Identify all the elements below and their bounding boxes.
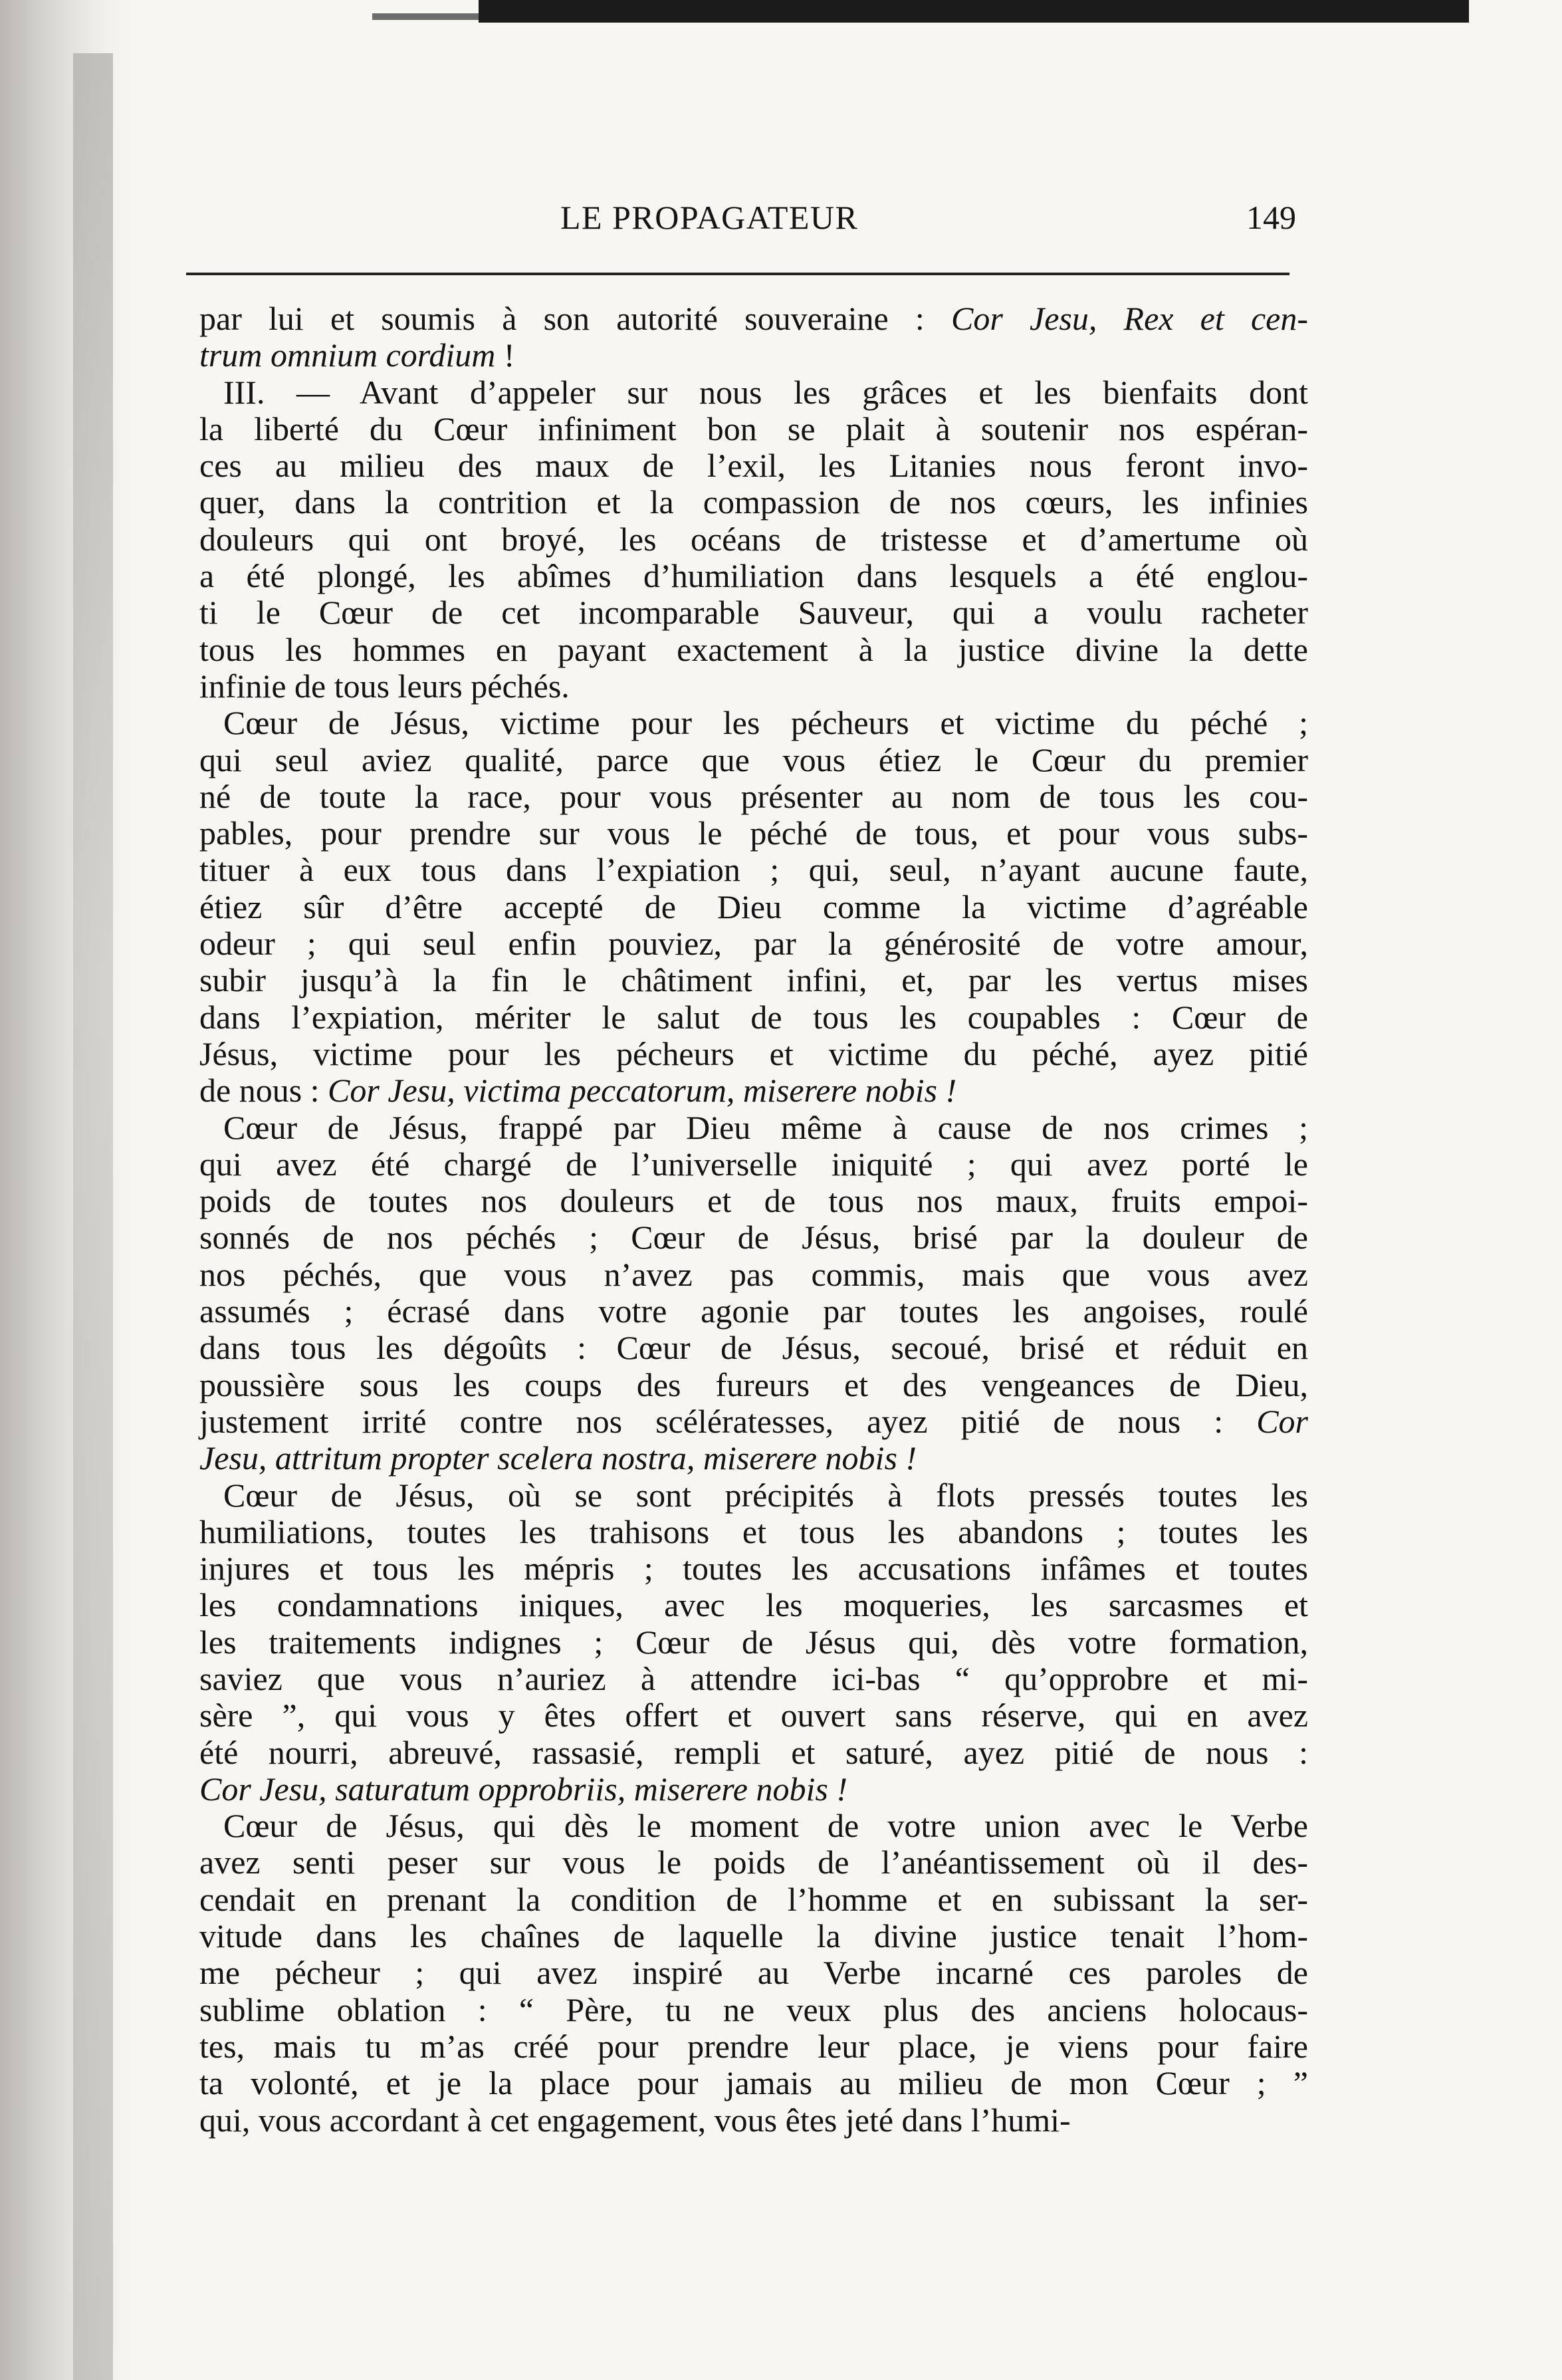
- text-segment: tes, mais tu m’as créé pour prendre leur place, je viens pour faire: [199, 2027, 1308, 2065]
- text-line: [199, 1403, 1308, 1440]
- text-segment: ta volonté, et je la place pour jamais au milieu de mon Cœur ; ”: [199, 2064, 1308, 2102]
- text-line: [199, 300, 1308, 337]
- text-segment: les traitements indignes ; Cœur de Jésus qui, dès votre formation,: [199, 1623, 1308, 1661]
- text-line: [199, 1844, 1308, 1881]
- text-line: [199, 778, 1308, 815]
- text-line: [199, 1256, 1308, 1293]
- text-line: [199, 1036, 1308, 1072]
- text-segment: sonnés de nos péchés ; Cœur de Jésus, brisé par la douleur de: [199, 1219, 1308, 1256]
- text-line: [199, 925, 1308, 962]
- text-line: [199, 1072, 1308, 1109]
- text-line: [199, 411, 1308, 447]
- text-line: [199, 374, 1308, 411]
- text-line: [199, 1146, 1308, 1183]
- text-segment: tituer à eux tous dans l’expiation ; qui, seul, n’ayant aucune faute,: [199, 851, 1308, 889]
- page-number: 149: [1246, 199, 1296, 236]
- text-line: [199, 1367, 1308, 1403]
- text-segment: odeur ; qui seul enfin pouviez, par la générosité de votre amour,: [199, 925, 1308, 963]
- text-segment: la liberté du Cœur infiniment bon se plait à soutenir nos espéran-: [199, 410, 1308, 447]
- text-line: [199, 1992, 1308, 2028]
- text-segment: Jésus, victime pour les pécheurs et victime du péché, ayez pitié: [199, 1034, 1308, 1072]
- text-line: [199, 1110, 1308, 1146]
- text-line: [199, 594, 1308, 631]
- text-line: [199, 1514, 1308, 1550]
- text-segment: subir jusqu’à la fin le châtiment infini, et, par les vertus mises: [199, 961, 1308, 999]
- text-segment: vitude dans les chaînes de laquelle la divine justice tenait l’hom-: [199, 1917, 1308, 1955]
- text-line: [199, 705, 1308, 741]
- text-segment: qui, vous accordant à cet engagement, vous êtes jeté dans l’humi-: [199, 2101, 1071, 2139]
- text-segment: étiez sûr d’être accepté de Dieu comme la victime d’agréable: [199, 888, 1308, 925]
- text-segment: !: [495, 336, 515, 374]
- text-line: [199, 1219, 1308, 1256]
- text-segment: dans l’expiation, mériter le salut de tous les coupables : Cœur de: [199, 998, 1308, 1036]
- text-segment: de nous :: [199, 1072, 328, 1110]
- text-line: [199, 815, 1308, 852]
- text-segment: justement irrité contre nos scélératesses, ayez pitié de nous :: [199, 1402, 1257, 1440]
- text-line: [199, 1624, 1308, 1661]
- running-title: LE PROPAGATEUR: [560, 199, 859, 236]
- text-segment: Cœur de Jésus, où se sont précipités à flots pressés toutes les: [223, 1476, 1308, 1514]
- text-segment: ces au milieu des maux de l’exil, les Litanies nous feront invo-: [199, 447, 1308, 485]
- italic-latin-text: Cor Jesu, Rex et cen-: [951, 300, 1308, 337]
- text-line: [199, 521, 1308, 558]
- text-line: [199, 1734, 1308, 1771]
- text-segment: né de toute la race, pour vous présenter au nom de tous les cou-: [199, 777, 1308, 815]
- text-segment: pables, pour prendre sur vous le péché de tous, et pour vous subs-: [199, 814, 1308, 852]
- text-segment: les condamnations iniques, avec les moqueries, les sarcasmes et: [199, 1586, 1308, 1624]
- text-line: [199, 632, 1308, 668]
- italic-latin-text: trum omnium cordium: [199, 336, 496, 374]
- text-line: [199, 742, 1308, 778]
- text-line: [199, 2102, 1308, 2139]
- text-segment: III. — Avant d’appeler sur nous les grâces et les bienfaits dont: [223, 373, 1308, 411]
- text-line: [199, 2065, 1308, 2101]
- text-segment: poussière sous les coups des fureurs et des vengeances de Dieu,: [199, 1366, 1308, 1403]
- text-segment: cendait en prenant la condition de l’homme et en subissant la ser-: [199, 1880, 1308, 1918]
- header-rule: [186, 273, 1289, 275]
- text-segment: Cœur de Jésus, qui dès le moment de votre union avec le Verbe: [223, 1807, 1308, 1845]
- italic-latin-text: Cor Jesu, victima peccatorum, miserere nobis !: [328, 1072, 957, 1110]
- text-line: [199, 1808, 1308, 1844]
- text-line: [199, 337, 1308, 374]
- text-segment: été nourri, abreuvé, rassasié, rempli et saturé, ayez pitié de nous :: [199, 1733, 1308, 1771]
- top-ink-rule: [479, 0, 1469, 23]
- text-segment: injures et tous les mépris ; toutes les accusations infâmes et toutes: [199, 1550, 1308, 1588]
- scanned-page-edge: [0, 0, 133, 2380]
- text-segment: qui avez été chargé de l’universelle iniquité ; qui avez porté le: [199, 1145, 1308, 1183]
- text-segment: dans tous les dégoûts : Cœur de Jésus, secoué, brisé et réduit en: [199, 1329, 1308, 1367]
- text-line: [199, 852, 1308, 888]
- text-line: [199, 484, 1308, 521]
- text-line: [199, 1771, 1308, 1808]
- text-segment: a été plongé, les abîmes d’humiliation dans lesquels a été englou-: [199, 557, 1308, 595]
- page-header: [199, 198, 1296, 258]
- text-segment: ti le Cœur de cet incomparable Sauveur, qui a voulu racheter: [199, 594, 1308, 632]
- text-segment: Cœur de Jésus, victime pour les pécheurs et victime du péché ;: [223, 704, 1308, 742]
- text-line: [199, 999, 1308, 1036]
- text-line: [199, 2028, 1308, 2065]
- text-segment: nos péchés, que vous n’avez pas commis, mais que vous avez: [199, 1255, 1308, 1293]
- italic-latin-text: Cor: [1256, 1402, 1308, 1440]
- text-line: [199, 1881, 1308, 1918]
- text-line: [199, 1440, 1308, 1477]
- text-segment: qui seul aviez qualité, parce que vous étiez le Cœur du premier: [199, 741, 1308, 778]
- text-line: [199, 1330, 1308, 1366]
- text-segment: assumés ; écrasé dans votre agonie par toutes les angoises, roulé: [199, 1292, 1308, 1330]
- text-segment: par lui et soumis à son autorité souveraine :: [199, 300, 952, 337]
- text-line: [199, 889, 1308, 925]
- text-segment: poids de toutes nos douleurs et de tous nos maux, fruits empoi-: [199, 1182, 1308, 1220]
- text-line: [199, 1661, 1308, 1697]
- italic-latin-text: Jesu, attritum propter scelera nostra, miserere nobis !: [199, 1439, 917, 1477]
- text-line: [199, 558, 1308, 594]
- text-segment: sère ”, qui vous y êtes offert et ouvert sans réserve, qui en avez: [199, 1697, 1308, 1734]
- text-line: [199, 447, 1308, 484]
- text-line: [199, 1183, 1308, 1219]
- text-line: [199, 1697, 1308, 1734]
- top-ink-smudge: [372, 13, 492, 20]
- text-line: [199, 1477, 1308, 1514]
- text-segment: douleurs qui ont broyé, les océans de tristesse et d’amertume où: [199, 520, 1308, 558]
- text-line: [199, 1587, 1308, 1623]
- text-line: [199, 1550, 1308, 1587]
- text-segment: avez senti peser sur vous le poids de l’anéantissement où il des-: [199, 1844, 1308, 1881]
- text-segment: saviez que vous n’auriez à attendre ici-bas “ qu’opprobre et mi-: [199, 1659, 1308, 1697]
- text-segment: me pécheur ; qui avez inspiré au Verbe incarné ces paroles de: [199, 1954, 1308, 1992]
- text-segment: infinie de tous leurs péchés.: [199, 667, 570, 705]
- text-line: [199, 668, 1308, 705]
- text-segment: tous les hommes en payant exactement à la justice divine la dette: [199, 630, 1308, 668]
- text-segment: Cœur de Jésus, frappé par Dieu même à cause de nos crimes ;: [223, 1108, 1308, 1146]
- text-line: [199, 1918, 1308, 1955]
- text-line: [199, 1955, 1308, 1991]
- scanned-page-shadow: [73, 53, 113, 2380]
- italic-latin-text: Cor Jesu, saturatum opprobriis, miserere nobis !: [199, 1770, 847, 1808]
- text-segment: humiliations, toutes les trahisons et tous les abandons ; toutes les: [199, 1512, 1308, 1550]
- text-line: [199, 962, 1308, 999]
- text-segment: sublime oblation : “ Père, tu ne veux plus des anciens holocaus-: [199, 1990, 1308, 2028]
- body-text: [199, 300, 1308, 2139]
- text-line: [199, 1293, 1308, 1330]
- text-segment: quer, dans la contrition et la compassion de nos cœurs, les infinies: [199, 483, 1308, 521]
